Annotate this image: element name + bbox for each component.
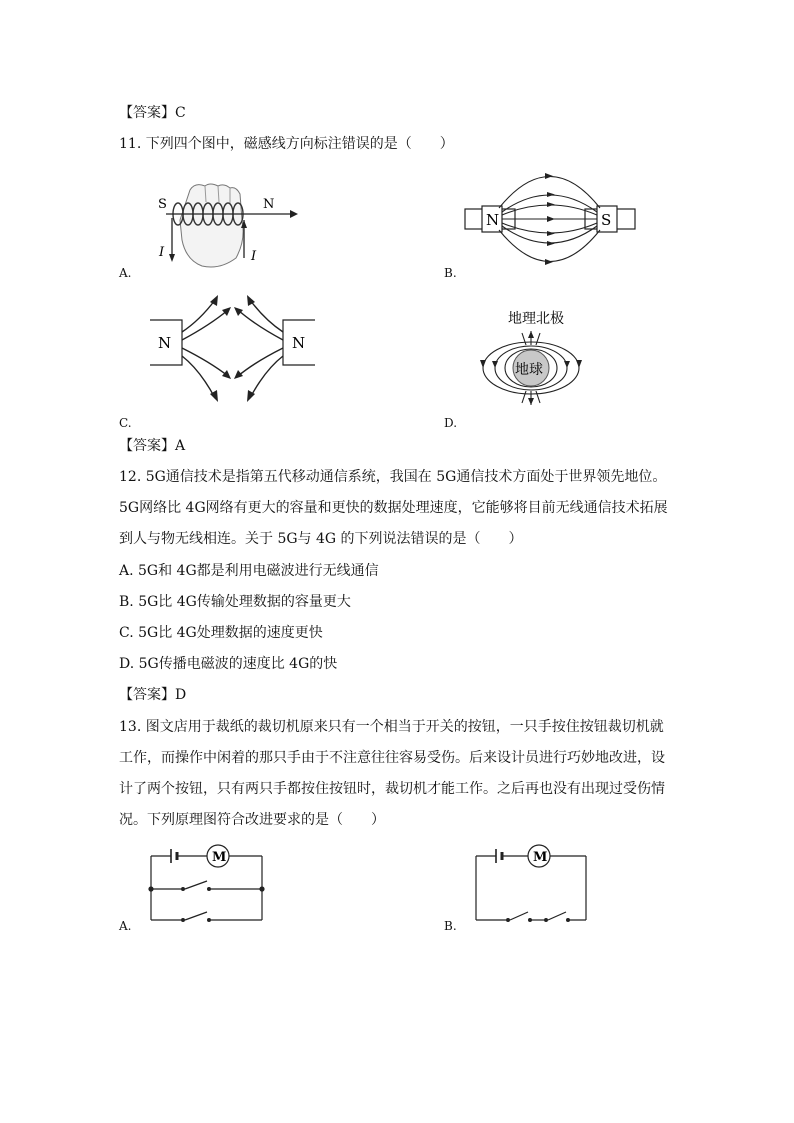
answer-value: D — [175, 687, 187, 703]
answer-value: C — [175, 105, 186, 121]
answer-label: 【答案】 — [119, 687, 175, 703]
figure-11a-solenoid-hand — [150, 180, 300, 275]
answer-line-q11 — [119, 437, 185, 455]
answer-label: 【答案】 — [119, 438, 175, 454]
question-11-stem: 11. 下列四个图中，磁感线方向标注错误的是（ ） — [119, 136, 454, 152]
question-12-stem-line-2: 5G网络比 4G网络有更大的容量和更快的数据处理速度，它能够将目前无线通信技术拓展 — [119, 500, 668, 516]
figure-11c-two-north-poles — [150, 290, 315, 410]
answer-line-q12 — [119, 686, 186, 704]
option-11b-label: B. — [444, 266, 457, 280]
fig-c-left-n-label: N — [158, 334, 172, 352]
question-12-option-a: A. 5G和 4G都是利用电磁波进行无线通信 — [119, 563, 379, 579]
option-11a-label: A. — [119, 266, 132, 280]
fig-a-i-right-label: I — [251, 249, 257, 264]
option-11c-label: C. — [119, 416, 132, 430]
question-12-option-d: D. 5G传播电磁波的速度比 4G的快 — [119, 656, 338, 672]
fig-d-geographic-north-label: 地理北极 — [508, 311, 564, 327]
figure-11d-earth-field — [478, 305, 598, 413]
answer-label: 【答案】 — [119, 105, 175, 121]
question-12-option-b: B. 5G比 4G传输处理数据的容量更大 — [119, 594, 351, 610]
fig-a-n-label: N — [263, 197, 275, 212]
option-11d-label: D. — [444, 416, 458, 430]
question-13-stem-line-4: 况。下列原理图符合改进要求的是（ ） — [119, 812, 385, 828]
question-13-stem-line-2: 工作，而操作中闲着的那只手由于不注意往往容易受伤。后来设计员进行巧妙地改进，设 — [119, 750, 665, 766]
figure-11b-bar-magnets — [465, 160, 635, 280]
fig-a-i-left-label: I — [159, 245, 165, 260]
question-13-stem-line-3: 计了两个按钮，只有两只手都按住按钮时，裁切机才能工作。之后再也没有出现过受伤情 — [119, 781, 665, 797]
answer-line-q10 — [119, 104, 186, 122]
fig-d-earth-label: 地球 — [515, 362, 543, 378]
circuit-13b-series-switches — [470, 843, 595, 928]
fig-b-n-label: N — [486, 211, 500, 229]
option-13a-label: A. — [119, 919, 132, 933]
fig-a-s-label: S — [158, 197, 167, 212]
question-13-stem-line-1: 13. 图文店用于裁纸的裁切机原来只有一个相当于开关的按钮，一只手按住按钮裁切机就 — [119, 719, 664, 735]
option-13b-label: B. — [444, 919, 457, 933]
question-12-stem-line-3: 到人与物无线相连。关于 5G与 4G 的下列说法错误的是（ ） — [119, 531, 523, 547]
question-12-stem-line-1: 12. 5G通信技术是指第五代移动通信系统，我国在 5G通信技术方面处于世界领先地位。 — [119, 469, 667, 485]
circuit-13a-parallel-switches — [145, 843, 270, 928]
fig-c-right-n-label: N — [292, 334, 306, 352]
answer-value: A — [175, 438, 186, 454]
circuit-b-motor-label: M — [533, 850, 548, 865]
question-12-option-c: C. 5G比 4G处理数据的速度更快 — [119, 625, 323, 641]
fig-b-s-label: S — [601, 211, 612, 229]
circuit-a-motor-label: M — [212, 850, 227, 865]
